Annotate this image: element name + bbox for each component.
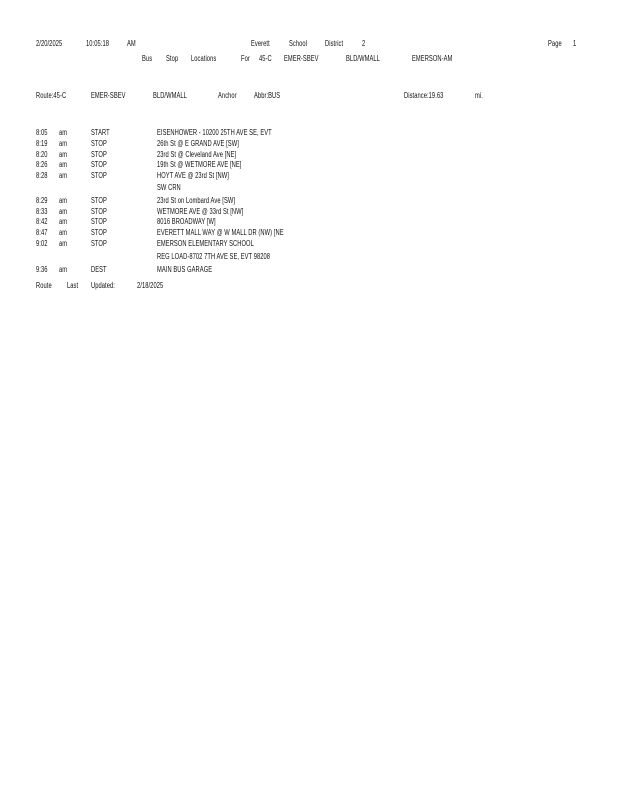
org-word: 2 [362,39,366,48]
org-word: School [289,39,308,48]
subtitle-word: Bus [142,54,153,63]
subtitle-word: 45-C [259,54,272,63]
stop-time: 9:36 [36,265,48,274]
footer-word: Route [36,281,52,290]
stop-type: STOP [91,160,107,169]
page-number: 1 [573,39,577,48]
stop-type: DEST [91,265,107,274]
stop-ampm: am [59,196,68,205]
subtitle-word: EMER-SBEV [284,54,319,63]
footer-word: Last [67,281,79,290]
route-anchor: Anchor [218,91,237,100]
stop-location: MAIN BUS GARAGE [157,265,213,274]
stop-type: STOP [91,150,107,159]
stop-location: WETMORE AVE @ 33rd St [NW] [157,207,244,216]
subtitle-word: BLD/WMALL [346,54,380,63]
stop-type: STOP [91,139,107,148]
stop-location: 19th St @ WETMORE AVE [NE] [157,160,242,169]
stop-type: START [91,128,110,137]
stop-ampm: am [59,128,68,137]
stop-time: 8:33 [36,207,48,216]
stop-type: STOP [91,239,107,248]
stop-type: STOP [91,196,107,205]
stop-location: HOYT AVE @ 23rd St [NW] [157,171,229,180]
subtitle-word: Locations [191,54,217,63]
stop-location: EISENHOWER - 10200 25TH AVE SE, EVT [157,128,272,137]
stop-time: 9:02 [36,239,48,248]
route-abbr: Abbr:BUS [254,91,281,100]
stop-ampm: am [59,228,68,237]
stop-location: EMERSON ELEMENTARY SCHOOL [157,239,254,248]
stop-ampm: am [59,265,68,274]
stop-type: STOP [91,207,107,216]
stop-type: STOP [91,228,107,237]
footer-word: Updated: [91,281,115,290]
stop-location: 26th St @ E GRAND AVE [SW] [157,139,239,148]
stop-type: STOP [91,217,107,226]
stop-time: 8:05 [36,128,48,137]
route-building: BLD/WMALL [153,91,187,100]
stop-time: 8:20 [36,150,48,159]
report-time: 10:05:18 [86,39,110,48]
stop-ampm: am [59,239,68,248]
stop-location: 23rd St @ Cleveland Ave [NE] [157,150,237,159]
stop-ampm: am [59,150,68,159]
stop-ampm: am [59,139,68,148]
org-word: District [325,39,344,48]
report-ampm: AM [127,39,136,48]
stop-time: 8:28 [36,171,48,180]
page-label: Page [548,39,562,48]
stop-type: STOP [91,171,107,180]
route-distance: Distance:19.63 [404,91,444,100]
stop-location: EVERETT MALL WAY @ W MALL DR (NW) [NE [157,228,284,237]
stop-location: SW CRN [157,183,181,192]
stop-time: 8:19 [36,139,48,148]
subtitle-word: Stop [166,54,179,63]
stop-time: 8:26 [36,160,48,169]
stop-time: 8:42 [36,217,48,226]
stop-time: 8:47 [36,228,48,237]
stop-ampm: am [59,207,68,216]
route-code: EMER-SBEV [91,91,126,100]
org-word: Everett [251,39,270,48]
distance-unit: mi. [475,91,483,100]
stop-ampm: am [59,160,68,169]
stop-time: 8:29 [36,196,48,205]
subtitle-word: For [241,54,250,63]
stop-location: 23rd St on Lombard Ave [SW] [157,196,236,205]
report-date: 2/20/2025 [36,39,63,48]
stop-ampm: am [59,171,68,180]
route-id: Route:45-C [36,91,67,100]
stop-location: REG LOAD-8702 7TH AVE SE, EVT 98208 [157,252,271,261]
stop-location: 8016 BROADWAY [W] [157,217,216,226]
stop-ampm: am [59,217,68,226]
footer-date: 2/18/2025 [137,281,164,290]
subtitle-word: EMERSON-AM [412,54,453,63]
